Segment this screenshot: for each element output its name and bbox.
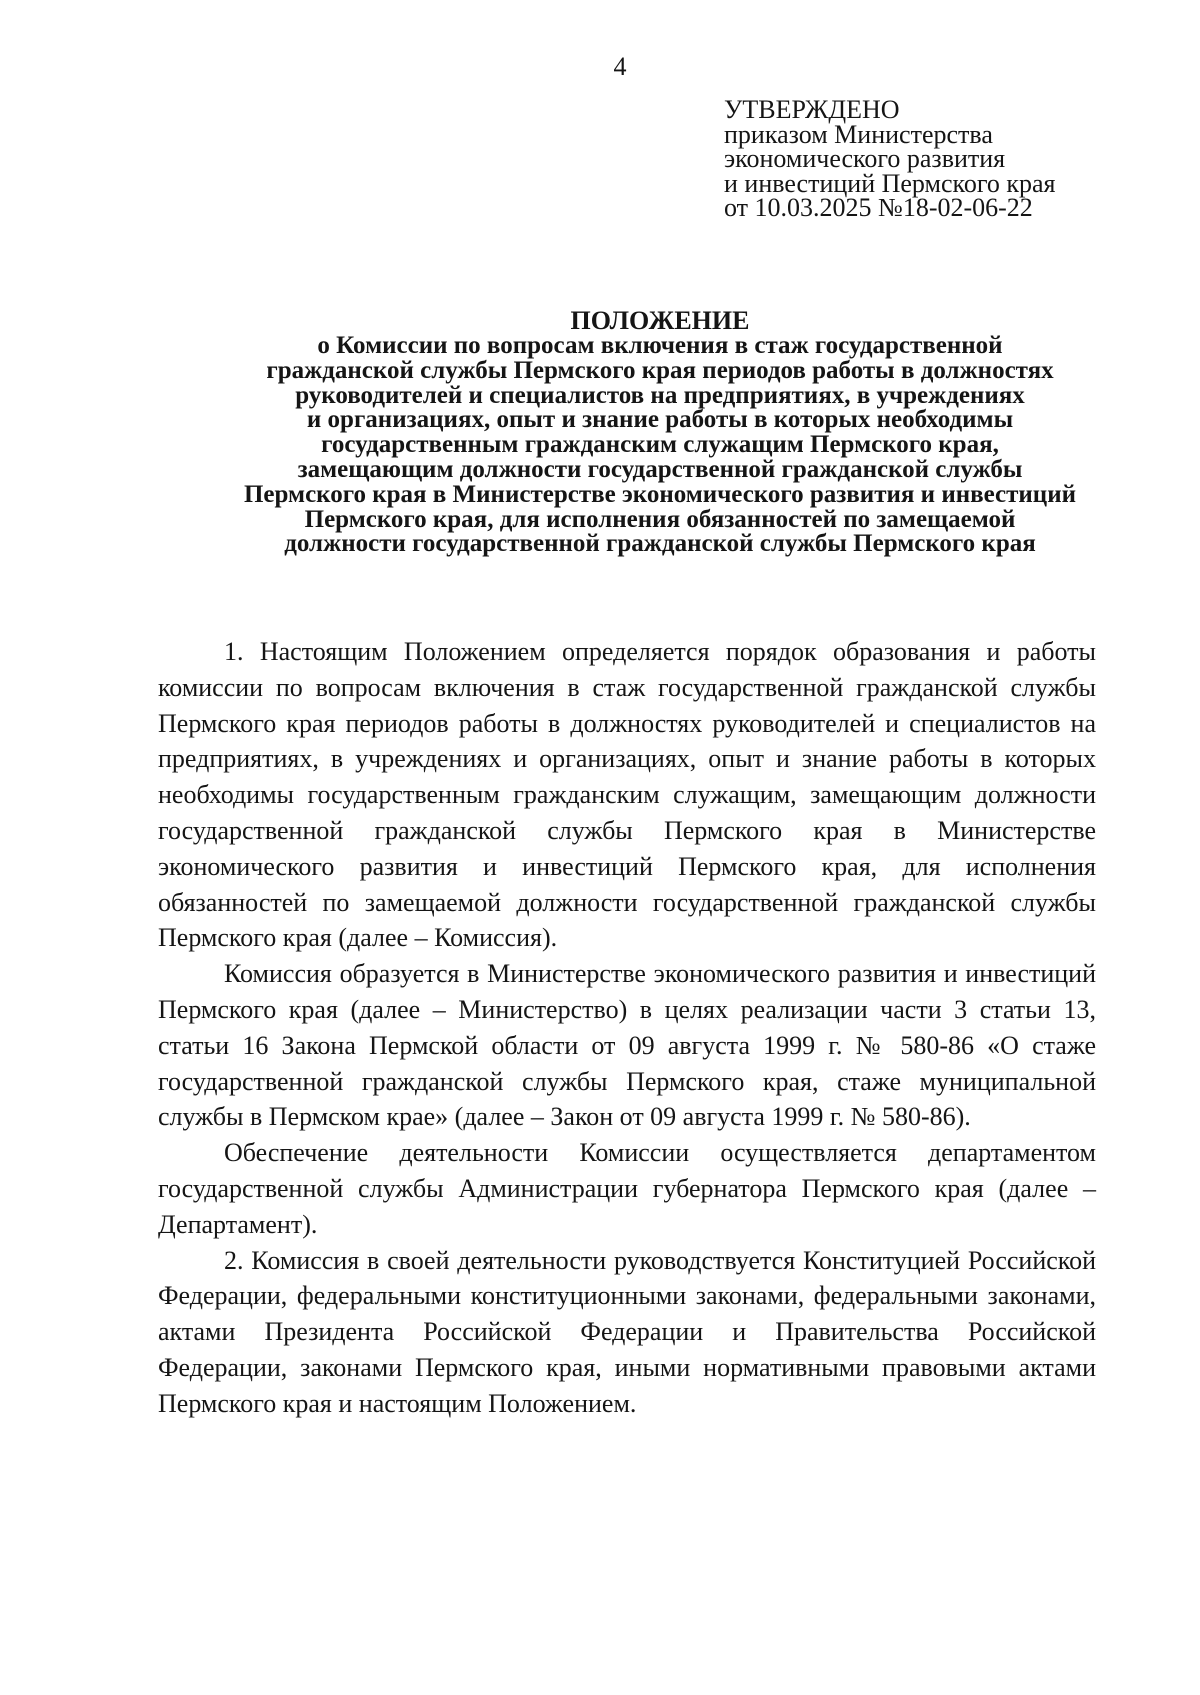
title-line: замещающим должности государственной гражданской службы (297, 455, 1023, 483)
approval-line: приказом Министерства (724, 119, 993, 149)
title-line: гражданской службы Пермского края периодов работы в должностях (266, 356, 1054, 384)
title-line: и организациях, опыт и знание работы в которых необходимы (306, 406, 1014, 434)
title-line: руководителей и специалистов на предприятиях, в учреждениях (295, 381, 1025, 409)
paragraph-commission-formation: Комиссия образуется в Министерстве экономического развития и инвестиций Пермского края (далее – Министерство) в целях реализации части 3 статьи 13, статьи 16 Закона Пермской области от 09 августа 1999 г. № 580-86 «О стаже государственной гражданской службы Пермского края, стаже муниципальной службы в Пермском крае» (далее – Закон от 09 августа 1999 г. № 580-86). (158, 959, 1096, 1132)
approval-line: от 10.03.2025 №18-02-06-22 (724, 193, 1033, 222)
title-line: о Комиссии по вопросам включения в стаж государственной (317, 332, 1003, 359)
approval-line: экономического развития (724, 144, 1006, 173)
approval-stamp (724, 95, 1056, 222)
title-line: государственным гражданским служащим Пермского края, (321, 431, 999, 459)
title-line: должности государственной гражданской службы Пермского края (284, 530, 1036, 558)
document-title-block (150, 308, 1170, 557)
paragraph-commission-support: Обеспечение деятельности Комиссии осуществляется департаментом государственной службы Администрации губернатора Пермского края (далее – Департамент). (158, 1138, 1096, 1239)
title-line: Пермского края, для исполнения обязанностей по замещаемой (304, 505, 1016, 533)
page-number: 4 (613, 52, 627, 81)
title-line: Пермского края в Министерстве экономического развития и инвестиций (243, 480, 1077, 508)
paragraph-2: 2. Комиссия в своей деятельности руководствуется Конституцией Российской Федерации, федеральными конституционными законами, федеральными законами, актами Президента Российской Федерации и Правительства Российской Федерации, законами Пермского края, иными нормативными правовыми актами Пермского края и настоящим Положением. (158, 1245, 1096, 1418)
approval-line: и инвестиций Пермского края (724, 168, 1056, 198)
approval-line: УТВЕРЖДЕНО (724, 95, 900, 124)
document-title: ПОЛОЖЕНИЕ (570, 306, 750, 335)
paragraph-1: 1. Настоящим Положением определяется порядок образования и работы комиссии по вопросам включения в стаж государственной гражданской службы Пермского края периодов работы в должностях руководителей и специалистов на предприятиях, в учреждениях и организациях, опыт и знание работы в которых необходимы государственным гражданским служащим, замещающим должности государственной гражданской службы Пермского края в Министерстве экономического развития и инвестиций Пермского края, для исполнения обязанностей по замещаемой должности государственной гражданской службы Пермского края (далее – Комиссия). (158, 637, 1096, 953)
document-body (158, 634, 1096, 1422)
